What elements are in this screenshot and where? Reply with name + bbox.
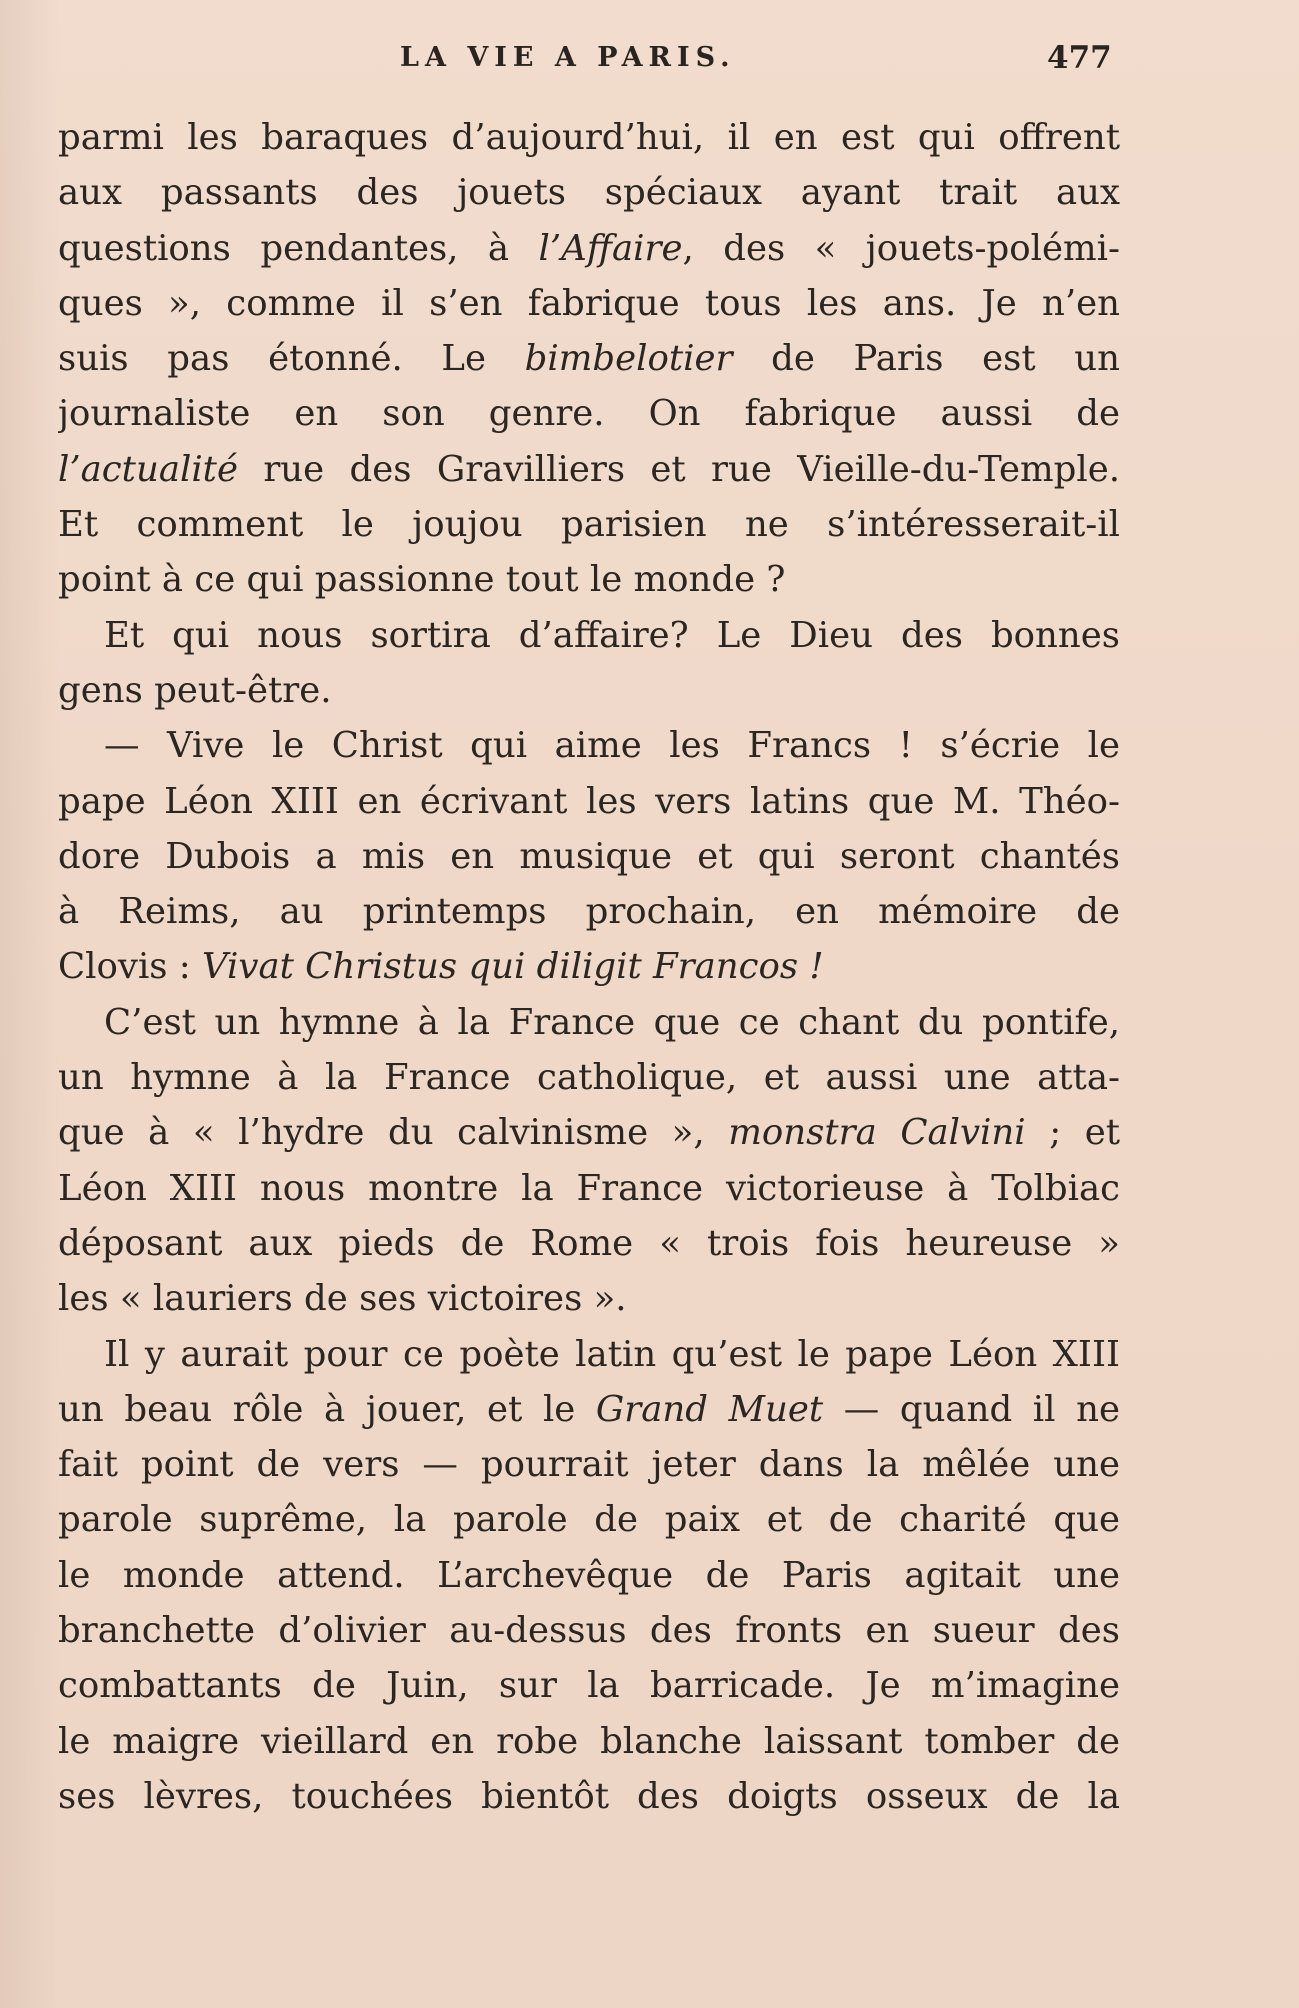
text-line: déposant aux pieds de Rome « trois fois heureuse » <box>58 1222 1120 1264</box>
text-line: les « lauriers de ses victoires ». <box>58 1278 627 1320</box>
text-line: — Vive le Christ qui aime les Francs ! s’écrie le <box>104 725 1120 767</box>
text-line: Et comment le joujou parisien ne s’intéresserait-il <box>58 504 1120 546</box>
text-line: gens peut-être. <box>58 669 332 711</box>
page-number: 477 <box>1047 40 1112 76</box>
text-line: parole suprême, la parole de paix et de charité que <box>58 1499 1120 1541</box>
text-line: combattants de Juin, sur la barricade. Je m’imagine <box>58 1665 1120 1707</box>
text-line: aux passants des jouets spéciaux ayant trait aux <box>58 172 1120 214</box>
text-line: à Reims, au printemps prochain, en mémoire de <box>58 891 1120 933</box>
page-header <box>0 42 1299 82</box>
body-text <box>58 110 1120 1824</box>
text-line: suis pas étonné. Le bimbelotier de Paris est un <box>58 338 1120 380</box>
text-line: un beau rôle à jouer, et le Grand Muet — quand il ne <box>58 1388 1120 1430</box>
text-line: Léon XIII nous montre la France victorieuse à Tolbiac <box>58 1167 1120 1209</box>
text-line: le maigre vieillard en robe blanche laissant tomber de <box>58 1720 1120 1762</box>
text-line: fait point de vers — pourrait jeter dans la mêlée une <box>58 1444 1120 1486</box>
text-line: point à ce qui passionne tout le monde ? <box>58 559 786 601</box>
text-line: pape Léon XIII en écrivant les vers latins que M. Théo- <box>58 780 1120 822</box>
running-title: LA VIE A PARIS. <box>400 42 736 73</box>
text-line: branchette d’olivier au-dessus des fronts en sueur des <box>58 1610 1120 1652</box>
text-line: dore Dubois a mis en musique et qui seront chantés <box>58 835 1120 877</box>
text-line: ques », comme il s’en fabrique tous les ans. Je n’en <box>58 282 1120 324</box>
text-line: parmi les baraques d’aujourd’hui, il en est qui offrent <box>58 117 1120 158</box>
text-line: Il y aurait pour ce poète latin qu’est le pape Léon XIII <box>104 1333 1120 1375</box>
text-line: l’actualité rue des Gravilliers et rue Vieille-du-Temple. <box>58 448 1120 490</box>
text-line: un hymne à la France catholique, et aussi une atta- <box>58 1057 1120 1099</box>
text-line: Clovis : Vivat Christus qui diligit Francos ! <box>58 946 824 988</box>
text-line: ses lèvres, touchées bientôt des doigts osseux de la <box>58 1775 1120 1817</box>
text-line: que à « l’hydre du calvinisme », monstra Calvini ; et <box>58 1112 1120 1154</box>
text-line: Et qui nous sortira d’affaire? Le Dieu des bonnes <box>104 614 1120 656</box>
text-line: questions pendantes, à l’Affaire, des « jouets-polémi- <box>58 227 1120 269</box>
text-line: le monde attend. L’archevêque de Paris agitait une <box>58 1554 1120 1596</box>
text-line: C’est un hymne à la France que ce chant du pontife, <box>104 1001 1120 1043</box>
text-line: journaliste en son genre. On fabrique aussi de <box>58 393 1120 435</box>
